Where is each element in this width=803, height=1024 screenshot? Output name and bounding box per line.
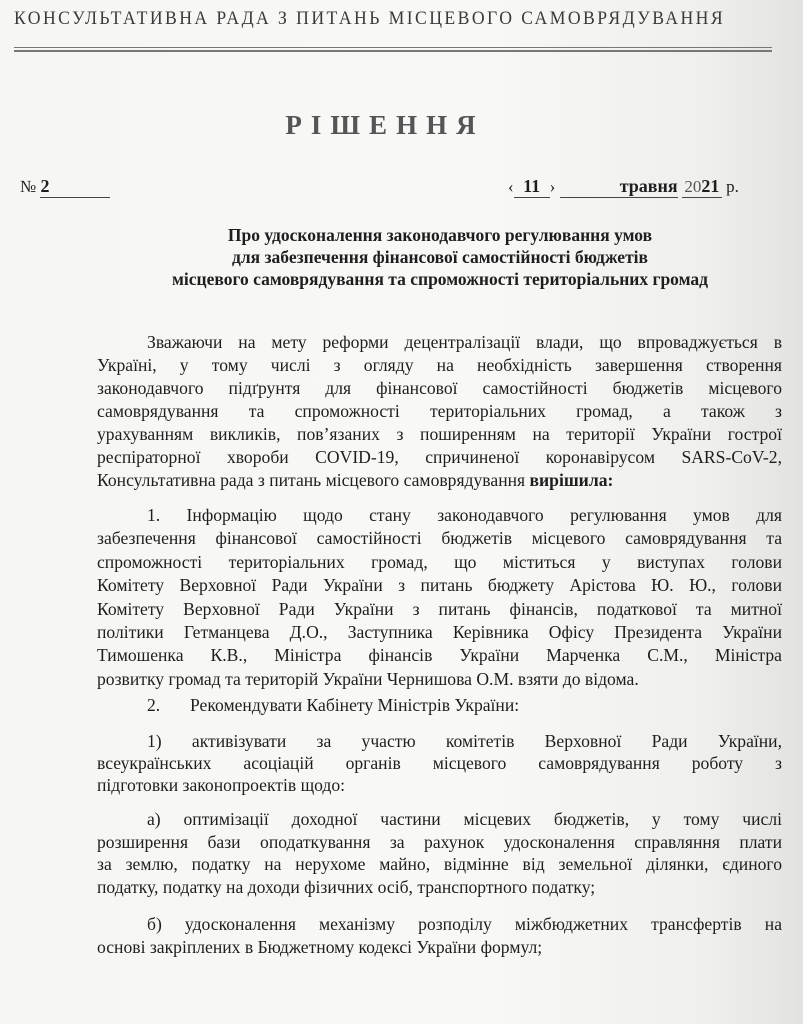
date-day: 11 — [514, 176, 550, 198]
text-line: Україні, у тому числі з огляду на необхідність завершення створення — [97, 355, 782, 375]
quote-close: › — [549, 177, 556, 196]
text-line: розширення бази оподаткування за рахунок удосконалення справляння плати — [97, 831, 782, 852]
organization-header: КОНСУЛЬТАТИВНА РАДА З ПИТАНЬ МІСЦЕВОГО САМОВРЯДУВАННЯ — [14, 8, 726, 29]
item-1-paragraph — [97, 504, 782, 691]
preamble-paragraph — [97, 331, 782, 492]
text-line — [97, 694, 782, 717]
document-date — [508, 176, 739, 198]
header-rule-double — [14, 50, 772, 52]
text-line: основі закріплених в Бюджетному кодексі України формул; — [97, 937, 543, 957]
number-label: № — [20, 177, 37, 196]
document-number — [20, 176, 110, 198]
document-type-title: РІШЕННЯ — [285, 110, 485, 140]
header-rule — [14, 47, 772, 48]
text-line: Комітету Верховної Ради України з питань фінансів, податкової та митної — [97, 598, 782, 619]
text-line: законодавчого підґрунтя для фінансової самостійності бюджетів місцевого — [97, 378, 782, 398]
text-line: за землю, податку на нерухоме майно, відмінне від земельної ділянки, єдиного — [97, 854, 782, 875]
heading-line: для забезпечення фінансової самостійності бюджетів — [232, 247, 648, 267]
text-line: податку, податку на доходи фізичних осіб, транспортного податку; — [97, 877, 596, 898]
text-line: а) оптимізації доходної частини місцевих бюджетів, у тому числі — [147, 809, 782, 829]
text-line: політики Гетманцева Д.О., Заступника Керівника Офісу Президента України — [97, 622, 782, 643]
item-number: 2. — [147, 695, 161, 715]
text-line: б) удосконалення механізму розподілу міжбюджетних трансфертів на — [147, 914, 782, 934]
text-line: розвитку громад та територій України Чернишова О.М. взяти до відома. — [97, 668, 639, 689]
number-value: 2 — [40, 176, 110, 198]
text-line: підготовки законопроектів щодо: — [97, 775, 346, 795]
decided-word: вирішила: — [529, 470, 614, 490]
text-line: Комітету Верховної Ради України з питань бюджету Арістова Ю. Ю., голови — [97, 575, 782, 596]
text-line: урахуванням викликів, пов’язаних з поширенням на території України гострої — [97, 424, 782, 444]
year-printed: 20 — [684, 177, 702, 196]
text-line: спроможності територіальних громад, що міститься у виступах голови — [97, 551, 782, 572]
text-line: 1. Інформацію щодо стану законодавчого регулювання умов для — [147, 505, 782, 525]
subitem-1-paragraph — [97, 730, 782, 796]
date-month: травня — [560, 176, 678, 198]
text-span: Консультативна рада з питань місцевого самоврядування — [97, 470, 530, 490]
subitem-b-paragraph — [97, 913, 782, 959]
text-line: 1) активізувати за участю комітетів Верховної Ради України, — [147, 731, 782, 751]
text-line: Зважаючи на мету реформи децентралізації влади, що впроваджується в — [147, 332, 782, 352]
text-line — [97, 469, 782, 492]
text-line: самоврядування та спроможності територіальних громад, а також з — [97, 401, 782, 421]
text-line: респіраторної хвороби COVID-19, спричиненої коронавірусом SARS-CoV-2, — [97, 447, 782, 467]
text-span: Рекомендувати Кабінету Міністрів України: — [190, 695, 520, 715]
heading-line: місцевого самоврядування та спроможності територіальних громад — [171, 269, 709, 289]
year-suffix: р. — [726, 177, 739, 196]
year-written: 21 — [701, 176, 720, 196]
subitem-a-paragraph — [97, 808, 782, 899]
decision-heading — [90, 224, 790, 290]
text-line: всеукраїнських асоціацій органів місцевого самоврядування роботу з — [97, 753, 782, 773]
heading-line: Про удосконалення законодавчого регулювання умов — [227, 225, 653, 245]
item-2-paragraph — [97, 694, 782, 717]
quote-open: ‹ — [508, 177, 514, 196]
text-line: забезпечення фінансової самостійності бюджетів місцевого самоврядування та — [97, 528, 782, 549]
text-line: Тимошенка К.В., Міністра фінансів України Марченка С.М., Міністра — [97, 645, 782, 666]
